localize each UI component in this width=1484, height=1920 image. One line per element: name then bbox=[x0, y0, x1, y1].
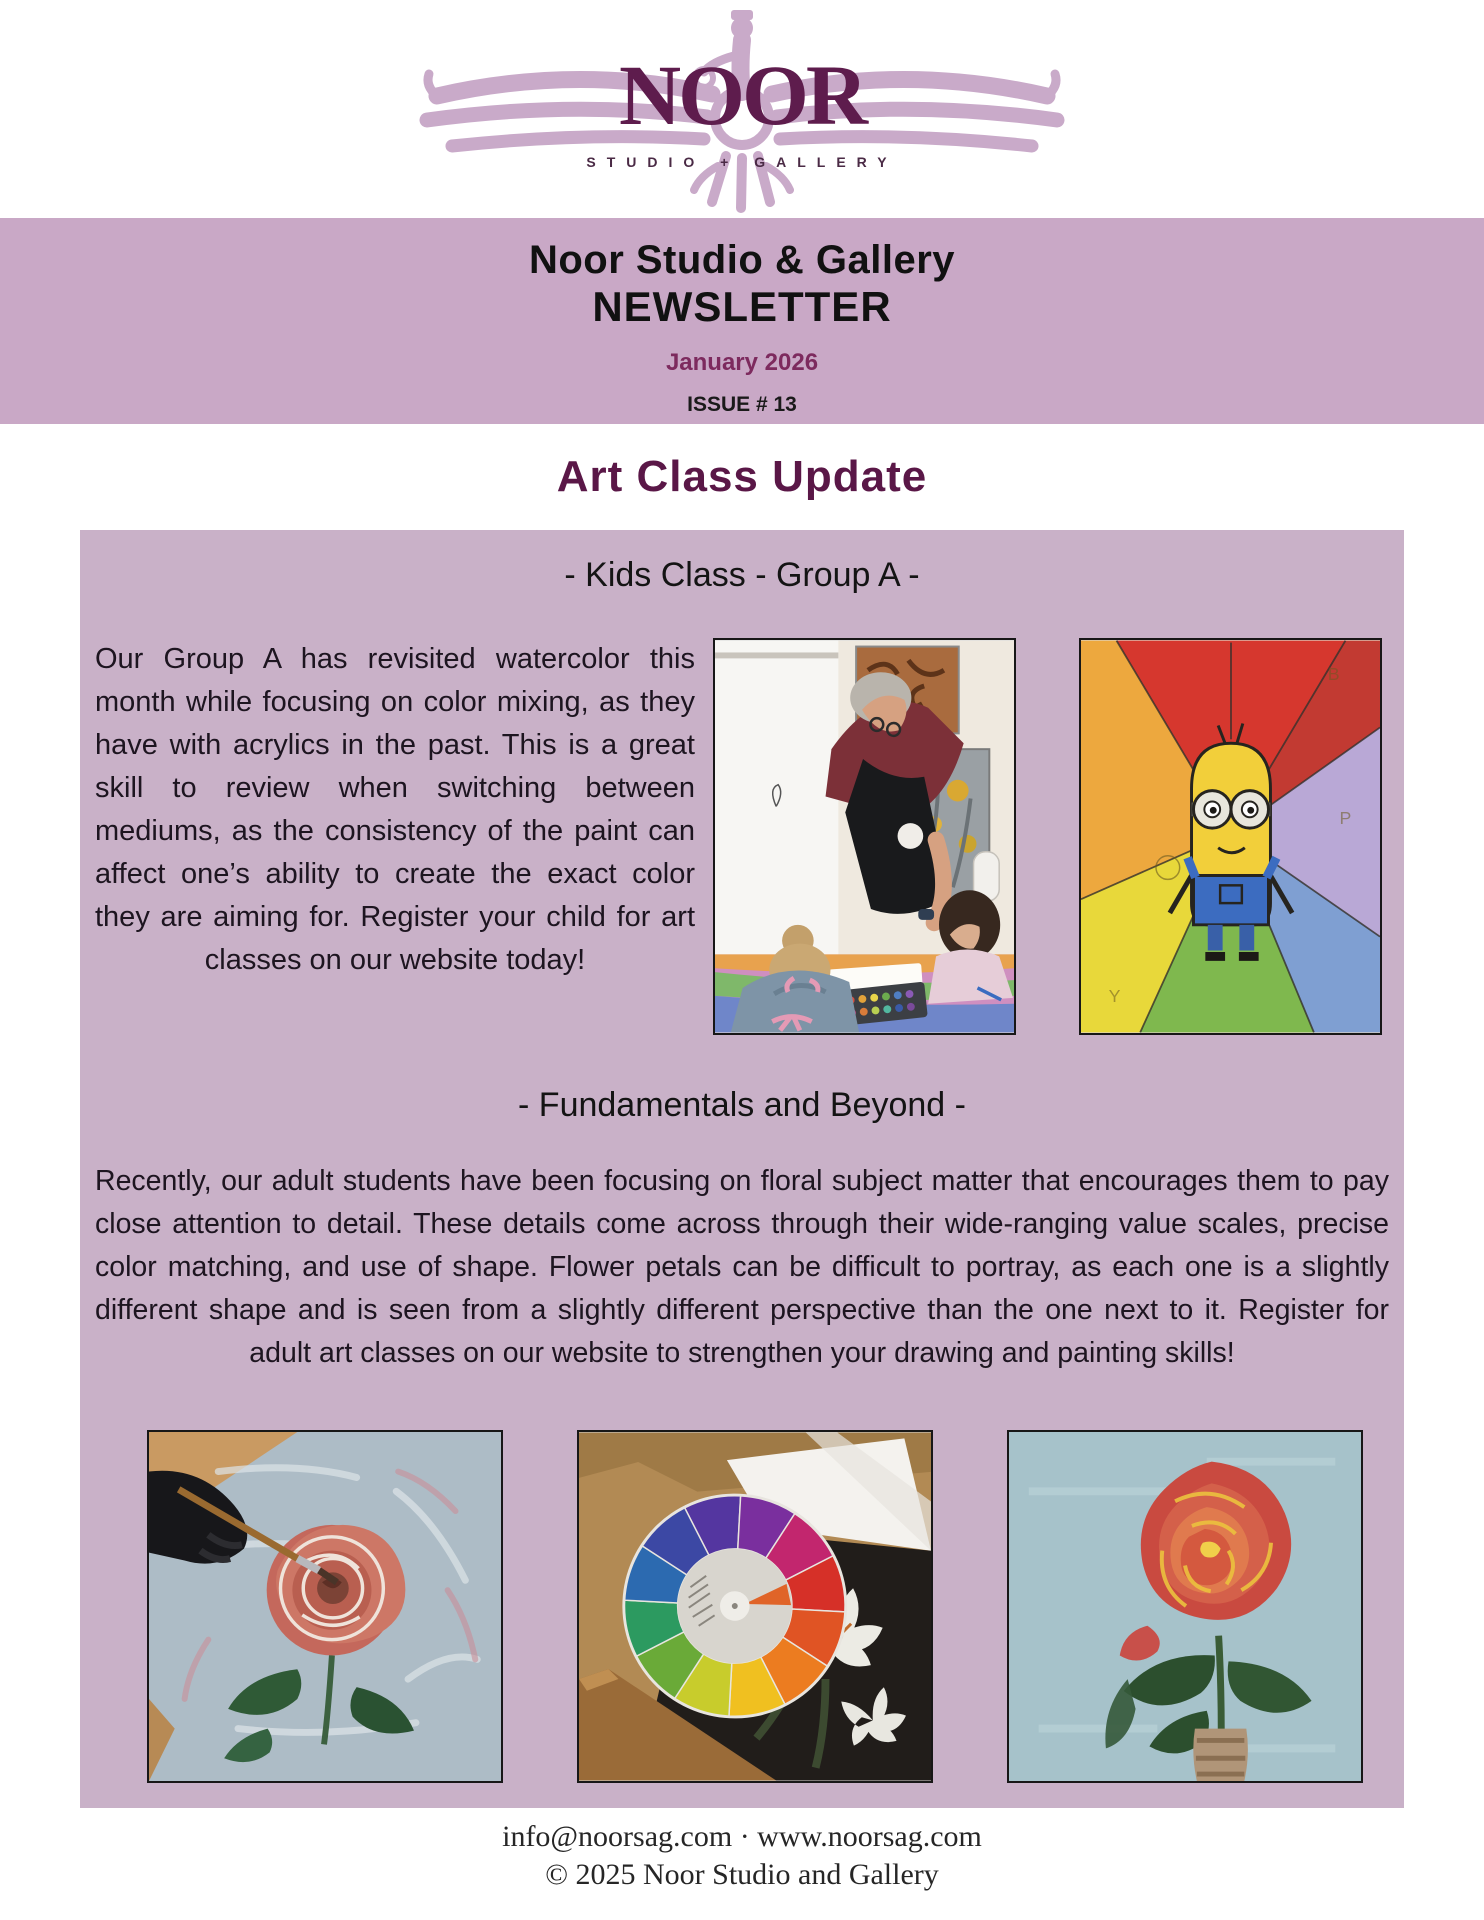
org-name: Noor Studio & Gallery bbox=[528, 238, 956, 282]
artwork-letter-y: Y bbox=[1108, 985, 1121, 1006]
issue-date: January 2026 bbox=[665, 349, 819, 376]
fundamentals-body-text: Recently, our adult students have been focusing on floral subject matter that encourages them to pay close attention to detail. These details come across through their wide-ranging value scales, precise color matching, and use of shape. Flower petals can be difficult to portray, as each one is a slightly different shape and is seen from a slightly different perspective than the one next to it. Register for adult art classes on our website to strengthen your drawing and painting skills! bbox=[95, 1165, 1389, 1369]
section-heading-kids-class: - Kids Class - Group A - bbox=[564, 556, 920, 594]
color-wheel-lily-photo bbox=[577, 1430, 933, 1783]
newsletter-header bbox=[0, 218, 1484, 424]
rose-painting-finished-photo bbox=[1007, 1430, 1363, 1783]
issue-number: ISSUE # 13 bbox=[687, 393, 797, 416]
footer-contact-line[interactable]: info@noorsag.com · www.noorsag.com bbox=[502, 1820, 982, 1853]
section-heading-fundamentals: - Fundamentals and Beyond - bbox=[518, 1086, 966, 1124]
logo-wordmark: NOOR bbox=[619, 47, 865, 143]
kids-class-photo bbox=[713, 638, 1016, 1035]
page-title: Art Class Update bbox=[556, 452, 928, 501]
footer bbox=[0, 1818, 1484, 1894]
newsletter-label: NEWSLETTER bbox=[592, 283, 892, 330]
rose-painting-in-progress-photo bbox=[147, 1430, 503, 1783]
logo-subtitle: STUDIO + GALLERY bbox=[586, 154, 898, 170]
minion-watercolor-photo bbox=[1079, 638, 1382, 1035]
artwork-letter-p: P bbox=[1339, 808, 1352, 829]
art-class-update-panel bbox=[80, 530, 1404, 1808]
noor-logo bbox=[382, 6, 1102, 216]
kids-class-body-text: Our Group A has revisited watercolor this month while focusing on color mixing, as they have with acrylics in the past. This is a great skill to review when switching between mediums, as the consistency of the paint can affect one’s ability to create the exact color they are aiming for. Register your child for art classes on our website today! bbox=[95, 643, 695, 976]
artwork-letter-b: B bbox=[1327, 664, 1340, 685]
footer-copyright: © 2025 Noor Studio and Gallery bbox=[545, 1858, 939, 1891]
